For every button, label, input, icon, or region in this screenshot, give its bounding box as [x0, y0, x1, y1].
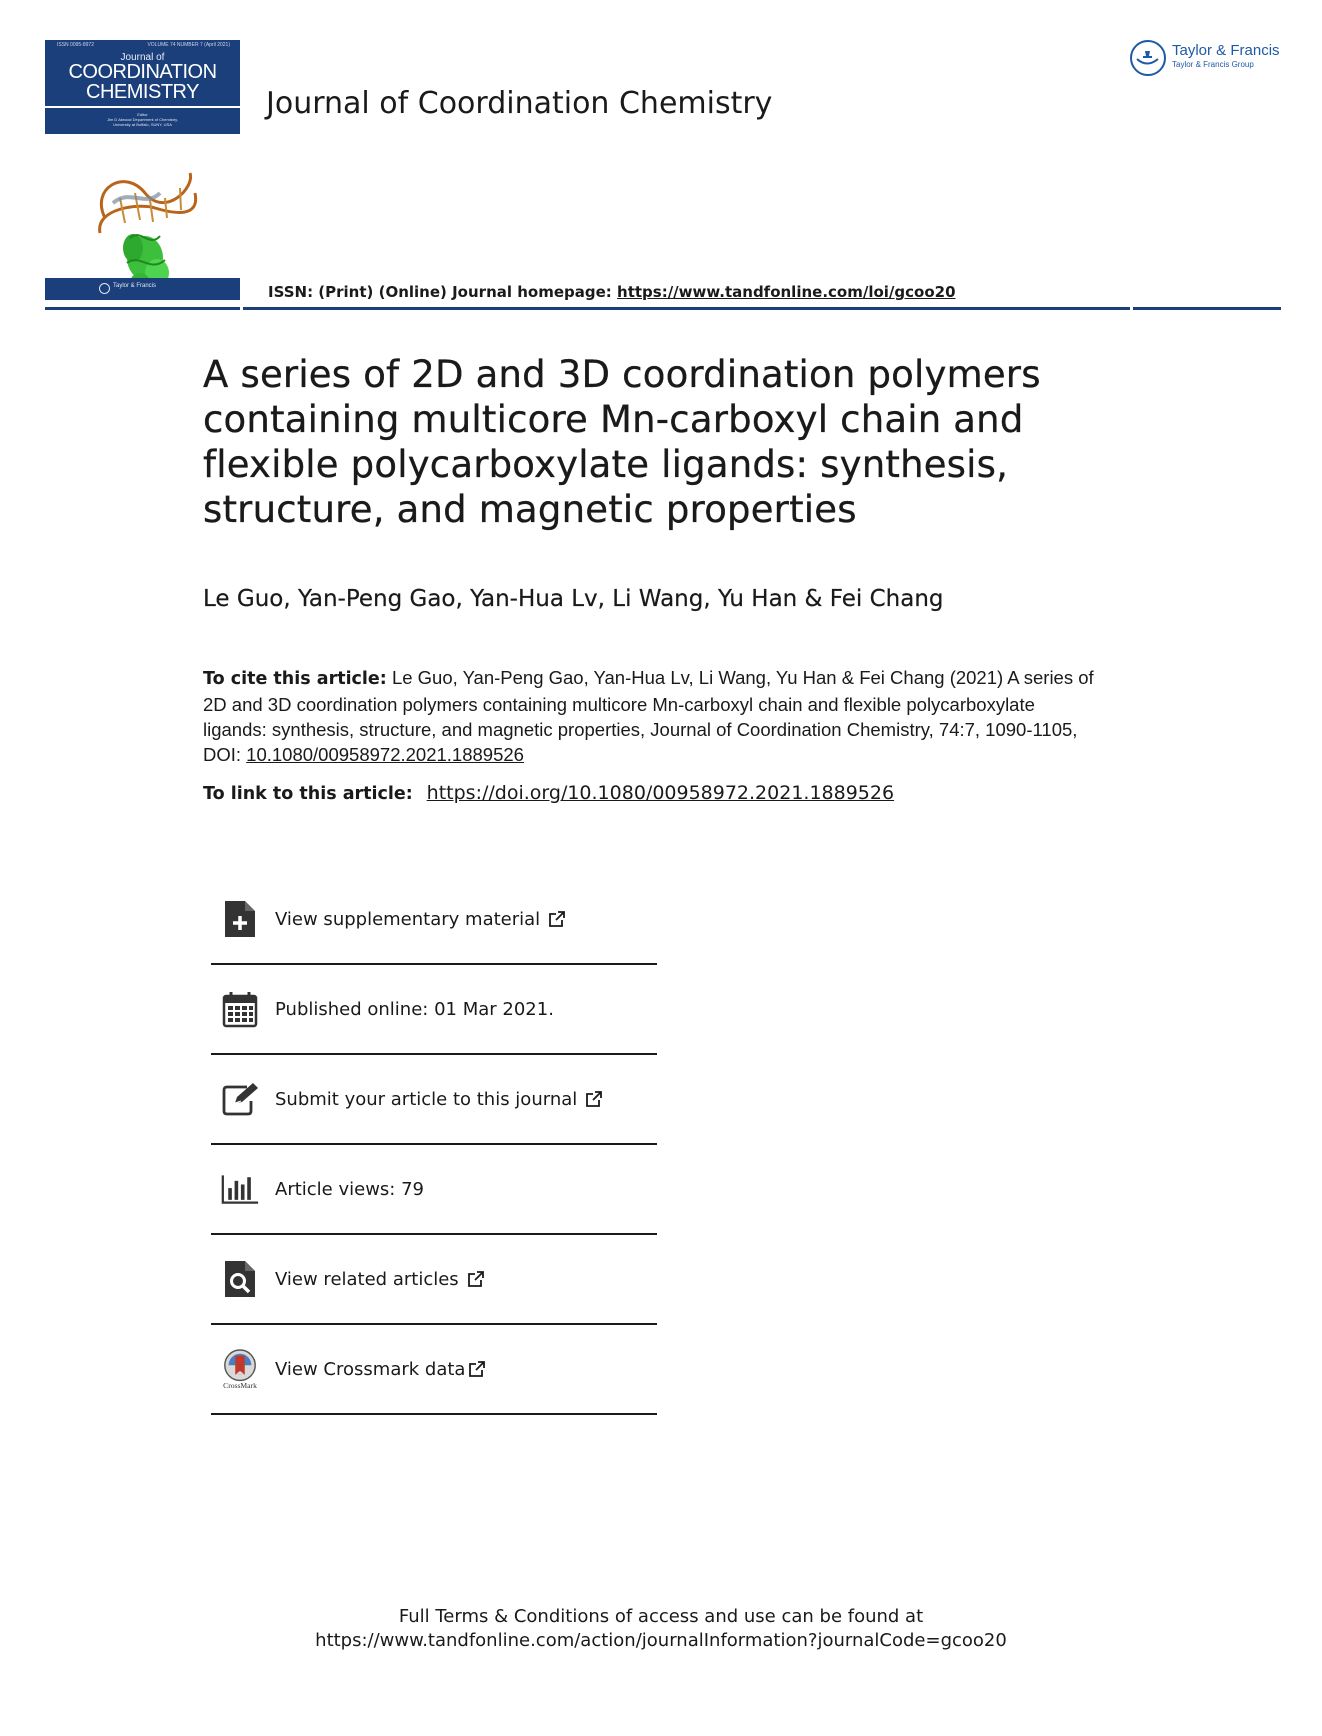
info-item-label: View Crossmark data — [275, 1358, 466, 1380]
external-link-icon — [468, 1360, 486, 1378]
journal-cover — [45, 40, 240, 300]
info-item-submit[interactable] — [211, 1055, 657, 1145]
cover-editor-line: Jim D Atwood Department of Chemistry, — [107, 117, 178, 122]
info-item-label: View supplementary material — [275, 908, 541, 930]
cover-editor-line: University at Buffalo, SUNY, USA — [113, 122, 172, 127]
info-item-text — [275, 1179, 424, 1200]
footer-terms-url[interactable]: https://www.tandfonline.com/action/journalInformation?journalCode=gcoo20 — [315, 1630, 1007, 1651]
cover-divider — [45, 106, 240, 108]
cover-title-line2: CHEMISTRY — [86, 81, 199, 103]
citation-block — [203, 665, 1103, 767]
issn-label: ISSN: (Print) (Online) Journal homepage: — [268, 283, 618, 301]
external-link-icon — [585, 1090, 603, 1108]
cover-issn: ISSN 0095-8972 — [57, 42, 94, 48]
crossmark-badge: CrossMark — [223, 1381, 257, 1390]
article-link-line — [203, 782, 894, 804]
cover-title-line1: COORDINATION — [68, 61, 217, 83]
article-authors: Le Guo, Yan-Peng Gao, Yan-Hua Lv, Li Wang, Yu Han & Fei Chang — [203, 586, 944, 612]
cite-text: Le Guo, Yan-Peng Gao, Yan-Hua Lv, Li Wang, Yu Han & Fei Chang (2021) A series of 2D and 3D coordination polymers containing multicore Mn-carboxyl chain and flexible polycarboxylate ligands: synthesis, structure, and magnetic properties, Journal of Coordination Chemistry, 74:7, 1090-1105, DOI: — [203, 667, 1094, 765]
info-item-published — [211, 965, 657, 1055]
cover-footer-band — [45, 278, 240, 300]
tf-logo-icon — [1130, 40, 1166, 76]
info-item-text — [275, 1089, 603, 1110]
header-rule — [45, 307, 1281, 310]
cover-editor — [45, 112, 240, 127]
info-item-text — [275, 1359, 486, 1380]
edit-icon — [221, 1079, 259, 1119]
info-item-label: Submit your article to this journal — [275, 1088, 578, 1110]
header-rule-gap — [1130, 307, 1133, 310]
cover-publisher: Taylor & Francis — [113, 283, 157, 289]
info-item-text — [275, 999, 554, 1020]
cover-editor-line: Editor — [137, 112, 148, 117]
bar-chart-icon — [221, 1169, 259, 1209]
doi-link[interactable]: 10.1080/00958972.2021.1889526 — [246, 744, 524, 765]
article-doi-url-link[interactable]: https://doi.org/10.1080/00958972.2021.1889526 — [426, 782, 895, 804]
terms-footer — [0, 1605, 1322, 1653]
taylor-francis-logo[interactable] — [1130, 40, 1285, 80]
cover-volume: VOLUME 74 NUMBER 7 (April 2021) — [147, 42, 230, 48]
file-plus-icon — [221, 899, 259, 939]
link-label: To link to this article: — [203, 784, 413, 804]
info-item-related[interactable] — [211, 1235, 657, 1325]
info-item-text — [275, 1269, 485, 1290]
article-info-list — [211, 875, 657, 1415]
search-document-icon — [221, 1259, 259, 1299]
header-rule-gap — [240, 307, 243, 310]
info-item-label: Article views: 79 — [275, 1178, 424, 1200]
crossmark-icon — [221, 1349, 259, 1389]
info-item-supplementary[interactable] — [211, 875, 657, 965]
cover-tf-logo-icon — [99, 283, 110, 294]
journal-homepage-link[interactable]: https://www.tandfonline.com/loi/gcoo20 — [617, 283, 956, 301]
footer-line1: Full Terms & Conditions of access and use can be found at — [398, 1606, 924, 1627]
publisher-group: Taylor & Francis Group — [1172, 60, 1254, 69]
external-link-icon — [467, 1270, 485, 1288]
cover-header-band — [45, 40, 240, 134]
journal-title: Journal of Coordination Chemistry — [266, 86, 773, 121]
publisher-name: Taylor & Francis — [1172, 42, 1280, 59]
info-item-label: View related articles — [275, 1268, 459, 1290]
info-item-label: Published online: 01 Mar 2021. — [275, 998, 554, 1020]
calendar-icon — [221, 989, 259, 1029]
cite-label: To cite this article: — [203, 669, 387, 689]
cover-journal-of: Journal of — [120, 52, 165, 63]
info-item-text — [275, 909, 566, 930]
article-title: A series of 2D and 3D coordination polymers containing multicore Mn-carboxyl chain and flexible polycarboxylate ligands: synthesis, structure, and magnetic properties — [203, 353, 1041, 531]
issn-homepage-line — [268, 283, 956, 301]
external-link-icon — [548, 910, 566, 928]
info-item-views — [211, 1145, 657, 1235]
info-item-crossmark[interactable] — [211, 1325, 657, 1415]
